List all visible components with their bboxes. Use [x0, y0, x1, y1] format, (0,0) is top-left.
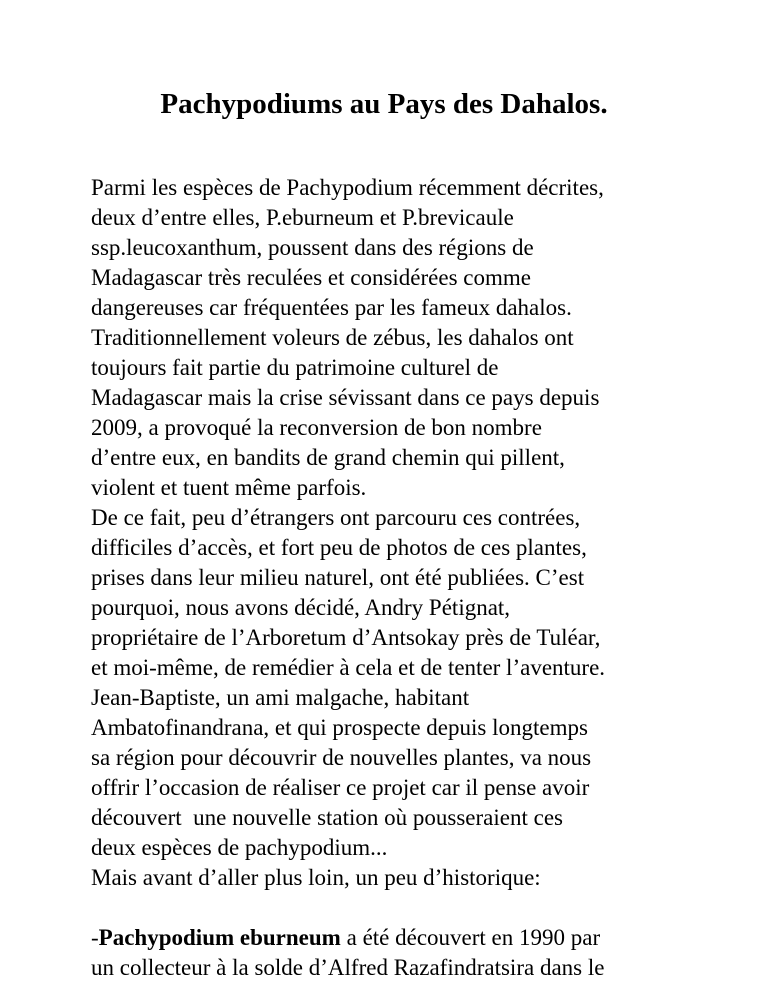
text-line: Jean-Baptiste, un ami malgache, habitant	[91, 685, 470, 710]
text-line: offrir l’occasion de réaliser ce projet car il pense avoir	[91, 775, 590, 800]
text-line: difficiles d’accès, et fort peu de photos de ces plantes,	[91, 535, 587, 560]
text-line: 2009, a provoqué la reconversion de bon nombre	[91, 415, 542, 440]
history-line	[91, 923, 711, 953]
text-line: Traditionnellement voleurs de zébus, les dahalos ont	[91, 325, 574, 350]
text-line: ssp.leucoxanthum, poussent dans des régions de	[91, 235, 534, 260]
text-line: découvert une nouvelle station où pousseraient ces	[91, 805, 563, 830]
text-line: Ambatofinandrana, et qui prospecte depuis longtemps	[91, 715, 588, 740]
text-line: De ce fait, peu d’étrangers ont parcouru ces contrées,	[91, 505, 581, 530]
text-line: d’entre eux, en bandits de grand chemin qui pillent,	[91, 445, 565, 470]
text-line: violent et tuent même parfois.	[91, 475, 367, 500]
species-name: Pachypodium eburneum	[98, 925, 341, 950]
text-line: pourquoi, nous avons décidé, Andry Pétignat,	[91, 595, 511, 620]
history-text: a été découvert en 1990 par	[340, 925, 601, 950]
text-line: propriétaire de l’Arboretum d’Antsokay près de Tuléar,	[91, 625, 601, 650]
paragraph-gap	[91, 893, 711, 923]
text-line: deux d’entre elles, P.eburneum et P.brevicaule	[91, 205, 514, 230]
text-line: deux espèces de pachypodium...	[91, 835, 388, 860]
text-line: et moi-même, de remédier à cela et de tenter l’aventure.	[91, 655, 606, 680]
text-line: dangereuses car fréquentées par les fameux dahalos.	[91, 295, 572, 320]
text-line: prises dans leur milieu naturel, ont été publiées. C’est	[91, 565, 585, 590]
text-line: toujours fait partie du patrimoine culturel de	[91, 355, 499, 380]
page-title: Pachypodiums au Pays des Dahalos.	[160, 88, 608, 120]
text-line: Madagascar mais la crise sévissant dans ce pays depuis	[91, 385, 600, 410]
text-line: Mais avant d’aller plus loin, un peu d’historique:	[91, 865, 541, 890]
history-prefix: -	[91, 925, 99, 950]
text-line: sa région pour découvrir de nouvelles plantes, va nous	[91, 745, 592, 770]
text-line: Parmi les espèces de Pachypodium récemment décrites,	[91, 175, 604, 200]
text-line: un collecteur à la solde d’Alfred Razafindratsira dans le	[91, 955, 605, 980]
article-body	[91, 173, 711, 983]
text-line: Madagascar très reculées et considérées comme	[91, 265, 531, 290]
